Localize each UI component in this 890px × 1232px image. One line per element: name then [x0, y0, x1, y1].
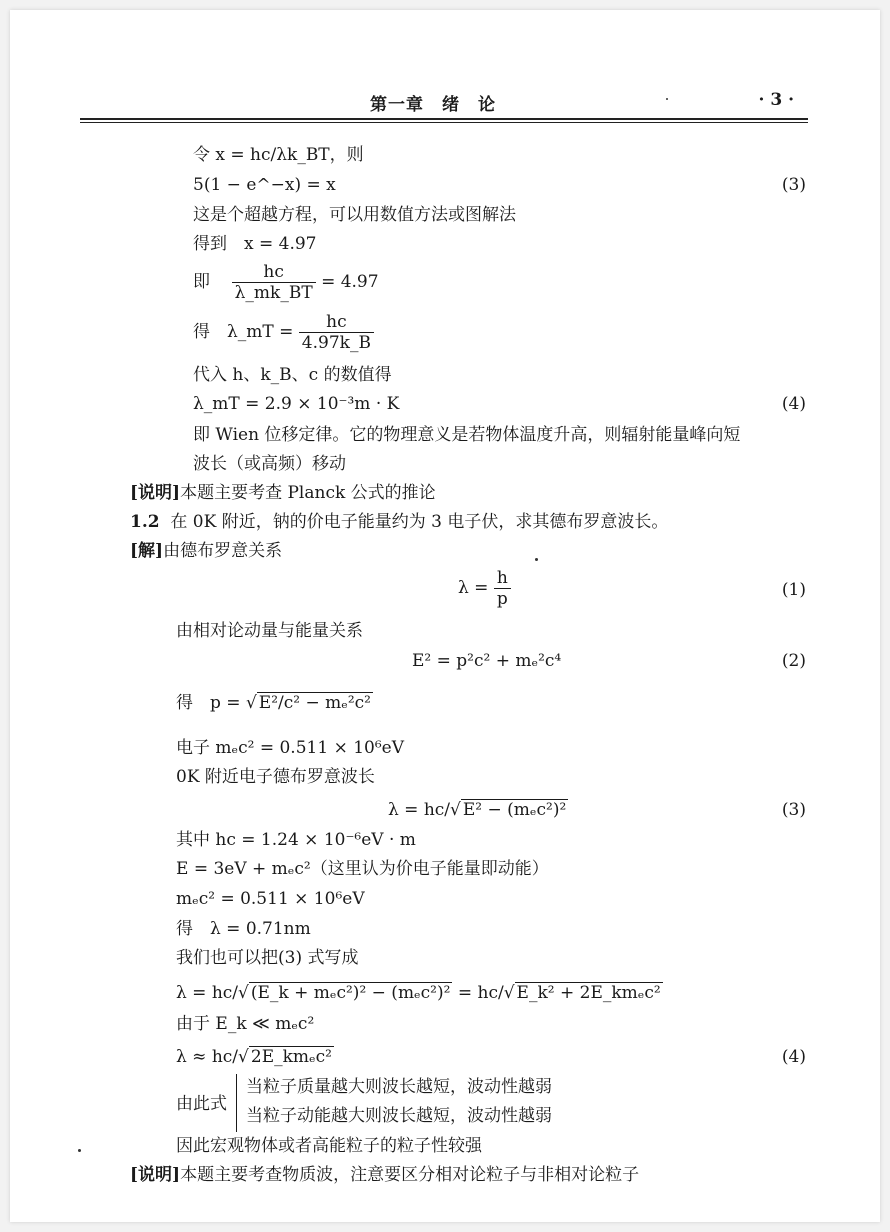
- equation-line: 电子 mₑc² = 0.511 × 10⁶eV: [176, 738, 404, 758]
- page-number: · 3 ·: [758, 90, 794, 110]
- solution-line: [130, 540, 282, 562]
- equation-line: [388, 799, 568, 821]
- fraction: [494, 568, 511, 609]
- text-line: 代入 h、k_B、c 的数值得: [193, 365, 392, 385]
- fraction-denominator: λ_mk_BT: [234, 283, 313, 303]
- equation-number: (4): [781, 394, 806, 414]
- text-line: 即 Wien 位移定律。它的物理意义是若物体温度升高，则辐射能量峰向短: [193, 425, 741, 445]
- problem-number: 1.2: [130, 512, 160, 532]
- chapter-title: 第一章 绪 论: [370, 95, 496, 115]
- note-tag: [说明]: [130, 1165, 181, 1185]
- equation-line: [176, 692, 373, 714]
- text-line: 当粒子动能越大则波长越短，波动性越弱: [246, 1106, 552, 1126]
- fraction-numerator: h: [494, 568, 511, 589]
- equation-line: mₑc² = 0.511 × 10⁶eV: [176, 889, 365, 909]
- scan-speck: [535, 558, 538, 561]
- fraction-denominator: 4.97k_B: [301, 333, 371, 353]
- radicand: 2E_kmₑc²: [250, 1047, 332, 1067]
- equation-line: [176, 982, 663, 1004]
- radicand: (E_k + mₑc²)² − (mₑc²)²: [250, 983, 451, 1003]
- equation-prefix: 得 λ_mT =: [193, 322, 294, 342]
- equation-line: 由于 E_k ≪ mₑc²: [176, 1014, 315, 1034]
- text-line: 波长（或高频）移动: [193, 454, 346, 474]
- problem-line: [130, 511, 668, 533]
- header-rule-thin: [80, 122, 808, 123]
- equation-line: [193, 262, 379, 303]
- equation-prefix: λ ≈ hc/: [176, 1047, 239, 1067]
- equation-line: 其中 hc = 1.24 × 10⁻⁶eV · m: [176, 830, 416, 850]
- equation-line: [176, 1046, 334, 1068]
- equation-number: (3): [781, 800, 806, 820]
- radicand: E²/c² − mₑ²c²: [258, 693, 371, 713]
- solution-text: 由德布罗意关系: [163, 541, 283, 561]
- equation-middle: = hc/: [457, 983, 504, 1003]
- equation-prefix: λ = hc/: [388, 800, 451, 820]
- text-line: 由相对论动量与能量关系: [176, 621, 363, 641]
- page-header: [78, 88, 806, 118]
- note-line: [130, 482, 436, 504]
- problem-text: 在 0K 附近，钠的价电子能量约为 3 电子伏，求其德布罗意波长。: [170, 512, 669, 532]
- equation-line: E² = p²c² + mₑ²c⁴: [412, 651, 562, 671]
- text-line: 0K 附近电子德布罗意波长: [176, 767, 375, 787]
- equation-line: [193, 312, 374, 353]
- solution-tag: [解]: [130, 541, 164, 561]
- fraction-numerator: hc: [299, 312, 374, 333]
- fraction-denominator: p: [496, 589, 508, 609]
- fraction: [232, 262, 316, 303]
- fraction: [299, 312, 374, 353]
- equation-line: 得 λ = 0.71nm: [176, 919, 311, 939]
- equation-number: (4): [781, 1047, 806, 1067]
- text-line: 这是个超越方程，可以用数值方法或图解法: [193, 205, 516, 225]
- scan-speck: [666, 98, 668, 100]
- sqrt-sign: √: [245, 693, 257, 713]
- text-line: 由此式: [176, 1094, 227, 1114]
- equation-line: 5(1 − e^−x) = x: [193, 175, 336, 195]
- equation-line: E = 3eV + mₑc²（这里认为价电子能量即动能）: [176, 859, 549, 879]
- note-tag: [说明]: [130, 483, 181, 503]
- equation-line: [458, 568, 511, 609]
- sqrt-sign: √: [238, 983, 249, 1003]
- text-line: 当粒子质量越大则波长越短，波动性越弱: [246, 1077, 552, 1097]
- equation-prefix: λ = hc/: [176, 983, 239, 1003]
- equation-prefix: λ =: [458, 578, 489, 598]
- radicand: E_k² + 2E_kmₑc²: [516, 983, 661, 1003]
- header-rule-thick: [80, 118, 808, 120]
- equation-line: 得到 x = 4.97: [193, 234, 317, 254]
- note-text: 本题主要考查物质波，注意要区分相对论粒子与非相对论粒子: [180, 1165, 640, 1185]
- equation-suffix: = 4.97: [321, 272, 379, 292]
- note-line: [130, 1164, 639, 1186]
- equation-number: (2): [781, 651, 806, 671]
- sqrt-sign: √: [238, 1047, 249, 1067]
- text-line: 我们也可以把(3) 式写成: [176, 948, 359, 968]
- fraction-numerator: hc: [232, 262, 316, 283]
- text-line: 因此宏观物体或者高能粒子的粒子性较强: [176, 1136, 482, 1156]
- text-line: 令 x = hc/λk_BT，则: [193, 145, 364, 165]
- equation-prefix: 即: [193, 272, 210, 292]
- equation-number: (1): [781, 580, 806, 600]
- equation-prefix: 得 p =: [176, 693, 241, 713]
- sqrt-sign: √: [450, 800, 461, 820]
- scanned-page: [10, 10, 880, 1222]
- equation-line: λ_mT = 2.9 × 10⁻³m · K: [193, 394, 400, 414]
- radicand: E² − (mₑc²)²: [462, 800, 567, 820]
- sqrt-sign: √: [503, 983, 515, 1003]
- note-text: 本题主要考查 Planck 公式的推论: [180, 483, 436, 503]
- scan-speck: [78, 1149, 81, 1152]
- left-brace: [236, 1074, 243, 1132]
- equation-number: (3): [781, 175, 806, 195]
